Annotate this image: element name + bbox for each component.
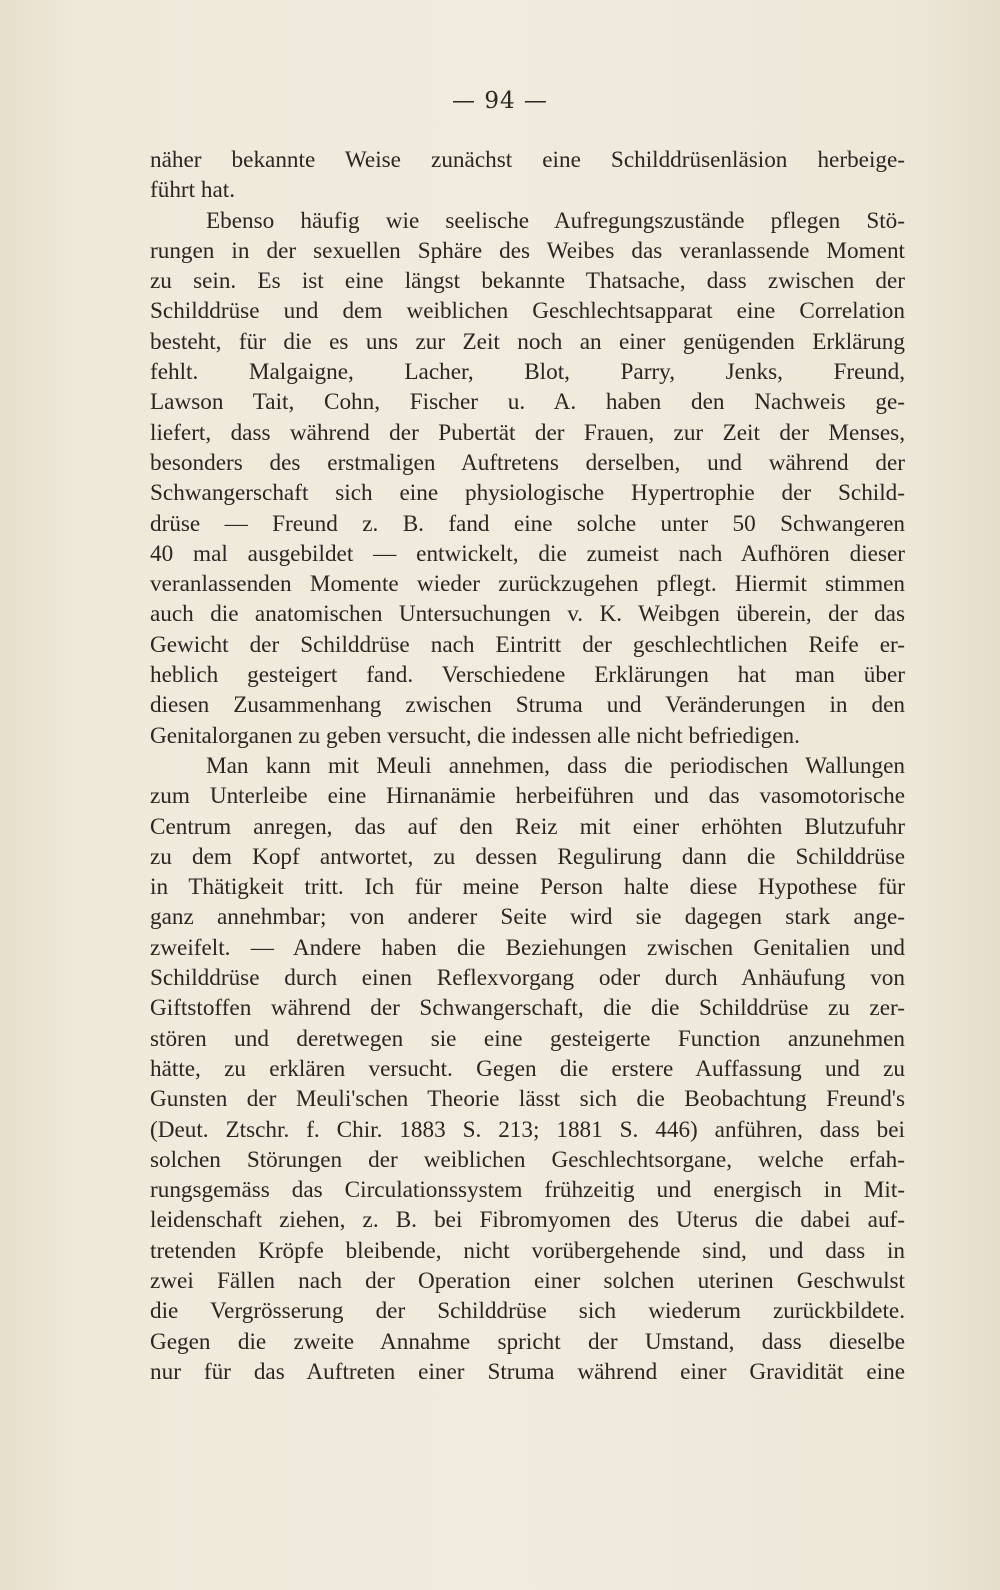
text-line: näher bekannte Weise zunächst eine Schilddrüsenläsion herbeige- <box>150 147 905 173</box>
text-line: leidenschaft ziehen, z. B. bei Fibromyomen des Uterus die dabei auf- <box>150 1207 905 1234</box>
text-line: auch die anatomischen Untersuchungen v. K. Weibgen überein, der das <box>150 601 905 628</box>
text-line: (Deut. Ztschr. f. Chir. 1883 S. 213; 1881 S. 446) anführen, dass bei <box>150 1116 905 1143</box>
text-line: Schilddrüse durch einen Reflexvorgang oder durch Anhäufung von <box>150 965 905 992</box>
text-line: zu sein. Es ist eine längst bekannte Thatsache, dass zwischen der <box>150 268 905 295</box>
text-line: Gegen die zweite Annahme spricht der Umstand, dass dieselbe <box>150 1328 905 1355</box>
text-line: Lawson Tait, Cohn, Fischer u. A. haben den Nachweis ge- <box>150 389 905 416</box>
text-line: zu dem Kopf antwortet, zu dessen Regulirung dann die Schilddrüse <box>150 843 905 870</box>
text-line: ganz annehmbar; von anderer Seite wird sie dagegen stark ange- <box>150 904 905 931</box>
text-line: zweifelt. — Andere haben die Beziehungen zwischen Genitalien und <box>150 934 905 961</box>
text-line: nur für das Auftreten einer Struma während einer Gravidität eine <box>150 1358 905 1385</box>
text-line: die Vergrösserung der Schilddrüse sich wiederum zurückbildete. <box>150 1298 905 1325</box>
text-line: Ebenso häufig wie seelische Aufregungszustände pflegen Stö- <box>206 207 905 234</box>
text-line: Schwangerschaft sich eine physiologische Hypertrophie der Schild- <box>150 480 905 507</box>
text-line: veranlassenden Momente wieder zurückzugehen pflegt. Hiermit stimmen <box>150 571 905 598</box>
text-line: stören und deretwegen sie eine gesteigerte Function anzunehmen <box>150 1025 905 1052</box>
text-line: zum Unterleibe eine Hirnanämie herbeiführen und das vasomotorische <box>150 783 905 810</box>
text-line: hätte, zu erklären versucht. Gegen die erstere Auffassung und zu <box>150 1055 905 1082</box>
text-line: heblich gesteigert fand. Verschiedene Erklärungen hat man über <box>150 662 905 689</box>
text-line: solchen Störungen der weiblichen Geschlechtsorgane, welche erfah- <box>150 1146 905 1173</box>
text-line: drüse — Freund z. B. fand eine solche unter 50 Schwangeren <box>150 510 905 537</box>
text-line: rungen in der sexuellen Sphäre des Weibes das veranlassende Moment <box>150 237 905 264</box>
text-line: diesen Zusammenhang zwischen Struma und Veränderungen in den <box>150 692 905 719</box>
page-number: — 94 — <box>452 88 548 114</box>
text-line: Gewicht der Schilddrüse nach Eintritt der geschlechtlichen Reife er- <box>150 631 905 658</box>
text-line: Genitalorganen zu geben versucht, die indessen alle nicht befriedigen. <box>150 722 800 749</box>
text-line: besonders des erstmaligen Auftretens derselben, und während der <box>150 449 905 476</box>
text-line: Giftstoffen während der Schwangerschaft, die die Schilddrüse zu zer- <box>150 995 905 1022</box>
text-line: in Thätigkeit tritt. Ich für meine Person halte diese Hypothese für <box>150 874 905 901</box>
text-line: rungsgemäss das Circulationssystem frühzeitig und energisch in Mit- <box>150 1177 905 1204</box>
text-line: tretenden Kröpfe bleibende, nicht vorübergehende sind, und dass in <box>150 1237 905 1264</box>
text-line: Schilddrüse und dem weiblichen Geschlechtsapparat eine Correlation <box>150 298 905 325</box>
text-line: fehlt. Malgaigne, Lacher, Blot, Parry, Jenks, Freund, <box>150 359 905 386</box>
text-line: Gunsten der Meuli'schen Theorie lässt sich die Beobachtung Freund's <box>150 1086 905 1113</box>
text-line: liefert, dass während der Pubertät der Frauen, zur Zeit der Menses, <box>150 419 905 446</box>
text-line: Centrum anregen, das auf den Reiz mit einer erhöhten Blutzufuhr <box>150 813 905 840</box>
text-line: besteht, für die es uns zur Zeit noch an einer genügenden Erklärung <box>150 328 905 355</box>
text-line: zwei Fällen nach der Operation einer solchen uterinen Geschwulst <box>150 1267 905 1294</box>
text-line: 40 mal ausgebildet — entwickelt, die zumeist nach Aufhören dieser <box>150 540 905 567</box>
body-text <box>150 145 905 1387</box>
text-line: führt hat. <box>150 177 235 204</box>
text-line: Man kann mit Meuli annehmen, dass die periodischen Wallungen <box>206 752 905 779</box>
